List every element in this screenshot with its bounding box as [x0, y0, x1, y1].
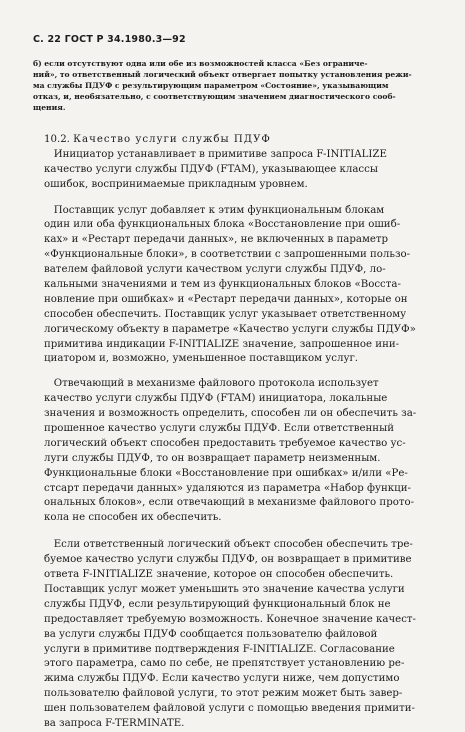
text-line: жима службы ПДУФ. Если качество услуги ниже, чем допустимо	[44, 673, 400, 685]
page-header	[33, 34, 186, 45]
paragraph-3	[44, 377, 444, 526]
text-line: предоставляет требуемую возможность. Конечное значение качест-	[44, 613, 416, 625]
text-line: новление при ошибках» и «Рестарт передачи данных», которые он	[44, 293, 408, 305]
text-line: ответа F-INITIALIZE значение, которое он способен обеспечить.	[44, 569, 394, 581]
paragraph-2	[44, 204, 444, 368]
standard-code: ГОСТ Р 34.1980.3—92	[64, 34, 186, 45]
page-number: С. 22	[33, 34, 62, 45]
text-line: примитива индикации F-INITIALIZE значение, запрошенное ини-	[44, 338, 400, 350]
text-line: прошенное качество услуги службы ПДУФ. Если ответственный	[44, 423, 394, 435]
text-line: вателем файловой услуги качеством услуги службы ПДУФ, ло-	[44, 264, 386, 276]
text-line: пользователю файловой услуги, то этот режим может быть завер-	[44, 688, 403, 700]
paragraph-1	[44, 148, 444, 193]
text-line: Отвечающий в механизме файлового протокола использует	[44, 378, 379, 390]
text-line: Поставщик услуг добавляет к этим функциональным блокам	[44, 204, 385, 216]
text-line: стcарт передачи данных» удаляются из параметра «Набор функци-	[44, 482, 411, 494]
text-line: кальными значениями и тем из функциональных блоков «Восста-	[44, 279, 401, 291]
text-line: кола не способен их обеспечить.	[44, 512, 222, 524]
intro-paragraph	[33, 58, 437, 113]
text-line: логический объект способен предоставить требуемое качество ус-	[44, 437, 406, 449]
text-line: логическому объекту в параметре «Качество услуги службы ПДУФ»	[44, 323, 416, 335]
text-line: отказ, и, необязательно, с соответствующим значением диагностического сооб-	[33, 92, 396, 101]
text-line: Поставщик услуг может уменьшить это значение качества услуги	[44, 583, 405, 595]
text-line: б) если отсутствуют одна или обе из возможностей класса «Без ограниче-	[33, 59, 368, 68]
section-number: 10.2.	[44, 134, 70, 145]
text-line: буемое качество услуги службы ПДУФ, он возвращает в примитиве	[44, 554, 412, 566]
text-line: качество услуги службы ПДУФ (FTAM) инициатора, локальные	[44, 393, 388, 405]
text-line: ках» и «Рестарт передачи данных», не включенных в параметр	[44, 234, 389, 246]
text-line: луги службы ПДУФ, то он возвращает параметр неизменным.	[44, 452, 381, 464]
text-line: «Функциональные блоки», в соответствии с запрошенными пользо-	[44, 249, 411, 261]
text-line: услуги в примитиве подтверждения F-INITIALIZE. Согласование	[44, 643, 395, 655]
text-line: способен обеспечить. Поставщик услуг указывает ответственному	[44, 308, 407, 320]
text-line: ошибок, воспринимаемые прикладным уровнем.	[44, 178, 308, 190]
text-line: циатором и, возможно, уменьшенное поставщиком услуг.	[44, 353, 359, 365]
section-title: Качество услуги службы ПДУФ	[73, 134, 271, 145]
text-line: качество услуги службы ПДУФ (FTAM), указывающее классы	[44, 163, 378, 175]
text-line: шен пользователем файловой услуги с помощью введения примити-	[44, 703, 415, 715]
text-line: ва запроса F-TERMINATE.	[44, 717, 185, 729]
text-line: службы ПДУФ, если результирующий функциональный блок не	[44, 598, 391, 610]
text-line: Функциональные блоки «Восстановление при ошибках» и/или «Ре-	[44, 467, 408, 479]
text-line: щения.	[33, 103, 66, 112]
text-line: этого параметра, само по себе, не препятствует установлению ре-	[44, 658, 405, 670]
text-line: ний», то ответственный логический объект отвергает попытку установления режи-	[33, 70, 412, 79]
text-line: один или оба функциональных блока «Восстановление при ошиб-	[44, 219, 401, 231]
text-line: Если ответственный логический объект способен обеспечить тре-	[44, 539, 413, 551]
section-heading	[44, 133, 444, 148]
text-line: ма службы ПДУФ с результирующим параметром «Состояние», указывающим	[33, 81, 389, 90]
paragraph-4	[44, 538, 444, 732]
section-body	[44, 133, 444, 732]
text-line: значения и возможность определить, способен ли он обеспечить за-	[44, 408, 417, 420]
text-line: ональных блоков», если отвечающий в механизме файлового прото-	[44, 497, 415, 509]
text-line: Инициатор устанавливает в примитиве запроса F-INITIALIZE	[44, 148, 387, 160]
text-line: ва услуги службы ПДУФ сообщается пользователю файловой	[44, 628, 378, 640]
